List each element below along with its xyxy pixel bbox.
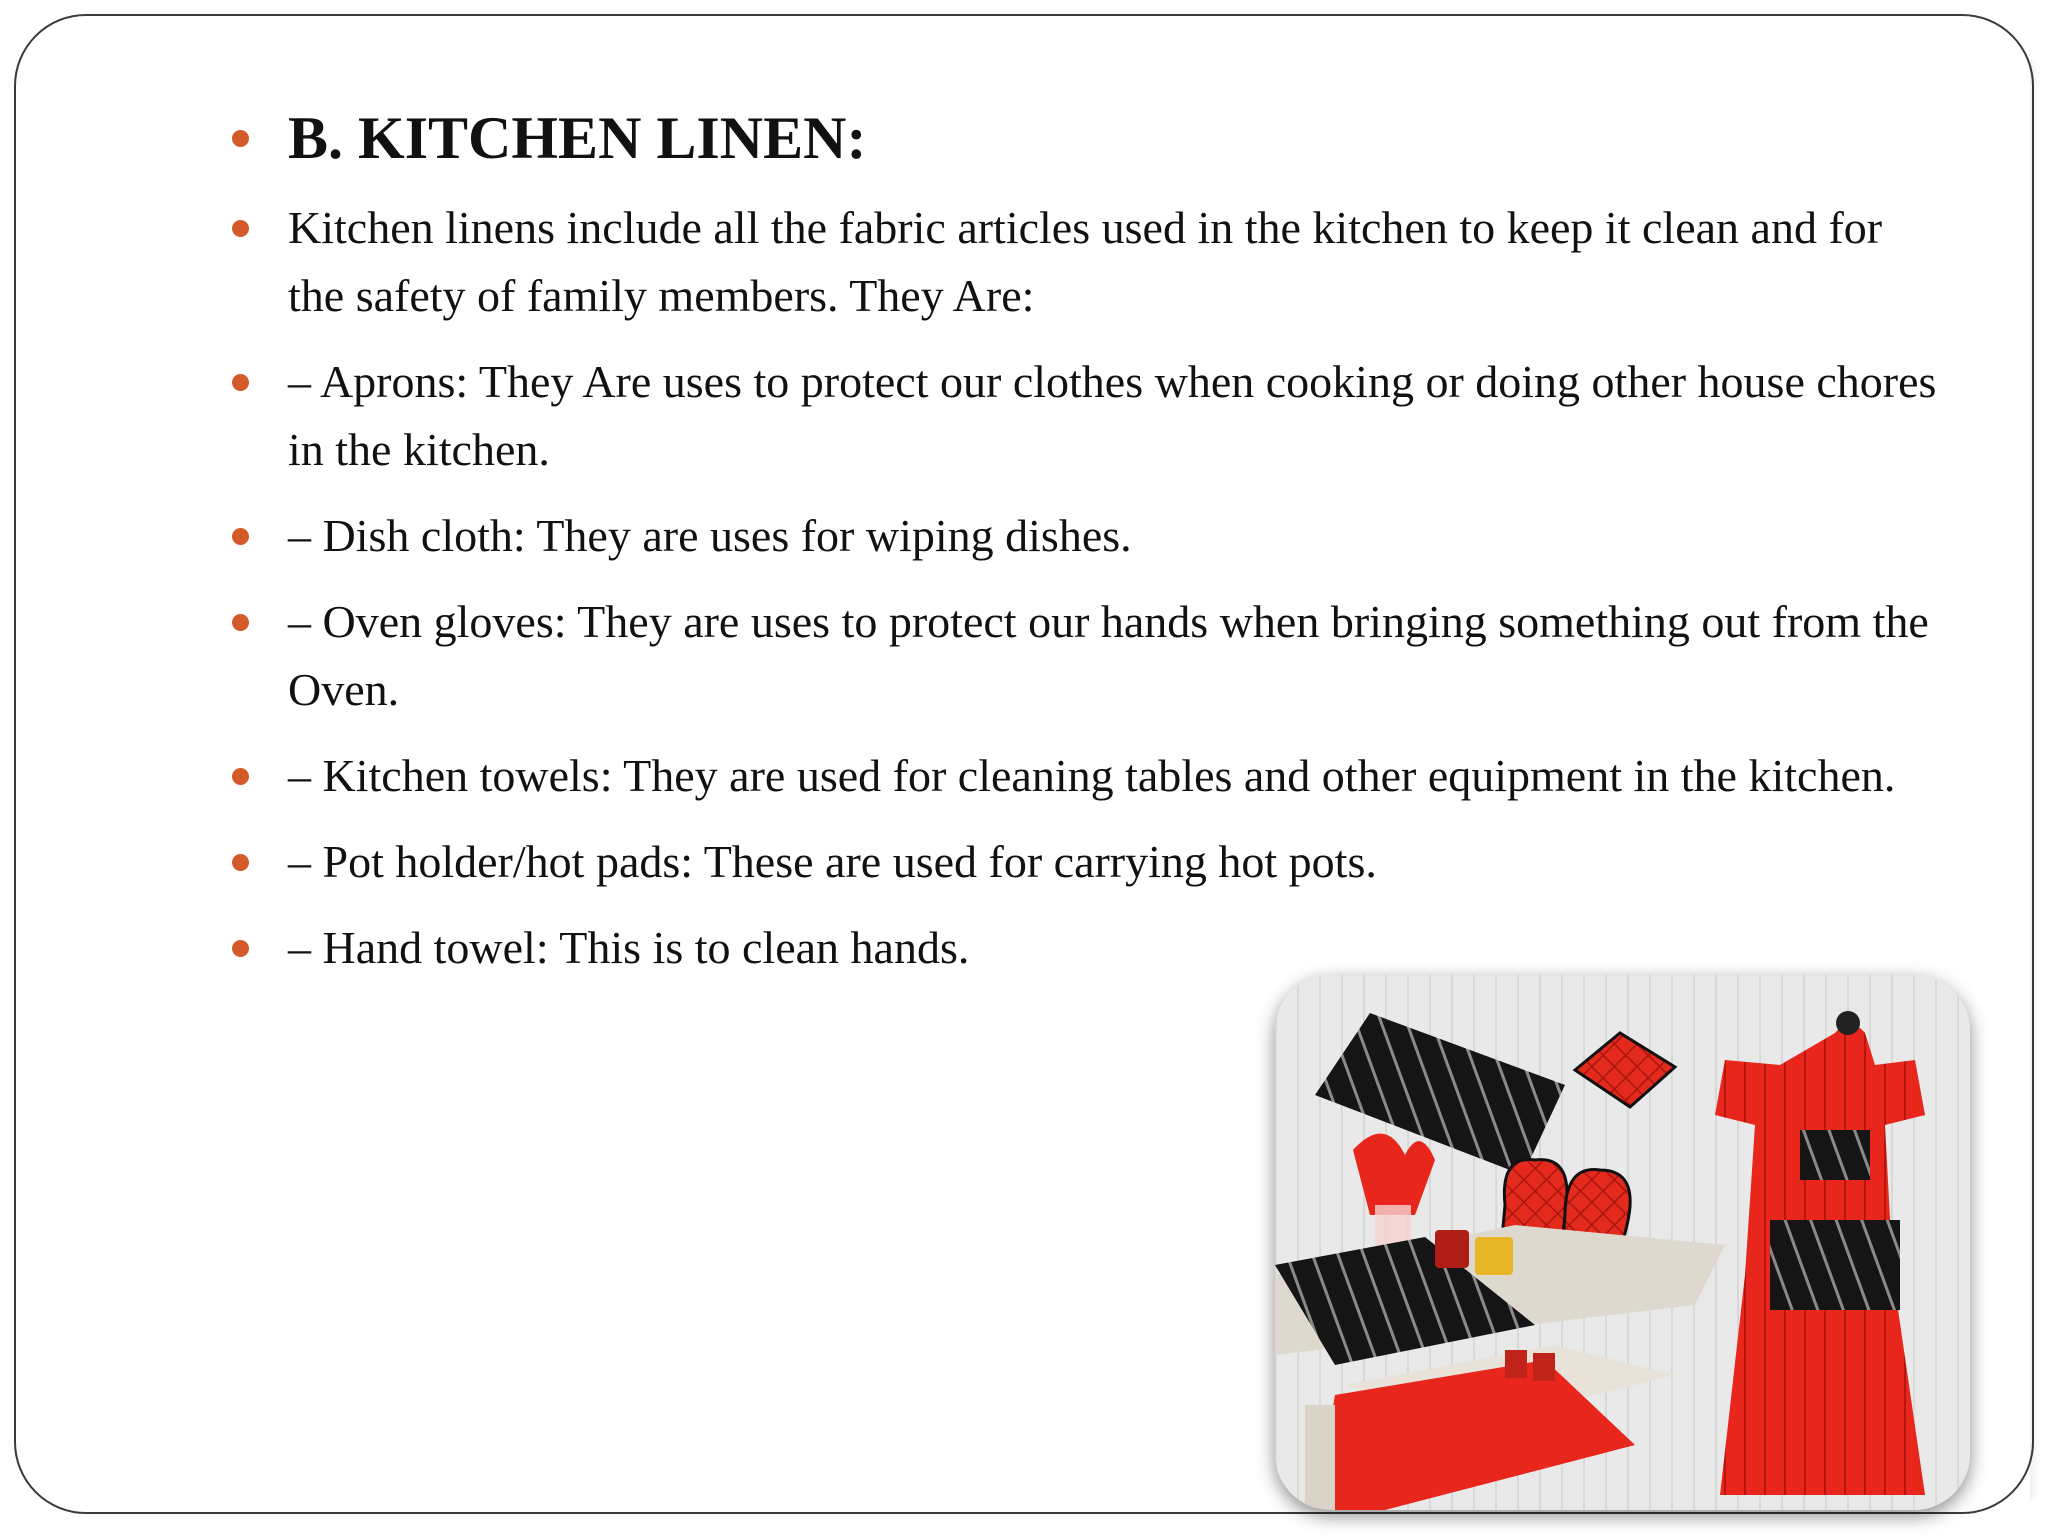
bullet-text: – Aprons: They Are uses to protect our clothes when cooking or doing other house chores in the kitchen. bbox=[288, 356, 1937, 475]
small-cup-2 bbox=[1533, 1353, 1555, 1381]
bullet-intro bbox=[220, 194, 1940, 330]
stool-leg bbox=[1305, 1405, 1335, 1510]
bullet-kitchen-towels bbox=[220, 742, 1940, 810]
bullet-dish-cloth bbox=[220, 502, 1940, 570]
slide-heading bbox=[220, 96, 1940, 180]
mannequin-neck bbox=[1836, 1011, 1860, 1035]
bullet-dot-icon bbox=[232, 614, 249, 631]
small-cup-1 bbox=[1505, 1350, 1527, 1378]
kitchen-linen-photo bbox=[1275, 975, 1970, 1510]
bullet-text: – Oven gloves: They are uses to protect our hands when bringing something out from the Oven. bbox=[288, 596, 1929, 715]
bullet-text: – Pot holder/hot pads: These are used for carrying hot pots. bbox=[288, 836, 1377, 887]
bullet-pot-holder bbox=[220, 828, 1940, 896]
bullet-text: – Dish cloth: They are uses for wiping dishes. bbox=[288, 510, 1132, 561]
cup-yellow bbox=[1475, 1237, 1513, 1275]
bullet-dot-icon bbox=[232, 374, 249, 391]
bullet-dot-icon bbox=[232, 854, 249, 871]
bullet-dot-icon bbox=[232, 768, 249, 785]
heading-text: B. KITCHEN LINEN: bbox=[288, 105, 867, 171]
bullet-dot-icon bbox=[232, 528, 249, 545]
slide-edge-shadow bbox=[2030, 60, 2040, 1500]
bullet-aprons bbox=[220, 348, 1940, 484]
bullet-dot-icon bbox=[232, 130, 249, 147]
bullet-oven-gloves bbox=[220, 588, 1940, 724]
bullet-text: – Hand towel: This is to clean hands. bbox=[288, 922, 970, 973]
bullet-text: – Kitchen towels: They are used for cleaning tables and other equipment in the kitchen. bbox=[288, 750, 1896, 801]
cup-red bbox=[1435, 1230, 1469, 1268]
slide-content bbox=[220, 96, 1940, 1000]
apron-pocket-bottom bbox=[1770, 1220, 1900, 1310]
apron-pocket-top bbox=[1800, 1130, 1870, 1180]
bullet-dot-icon bbox=[232, 220, 249, 237]
bullet-dot-icon bbox=[232, 940, 249, 957]
bullet-text: Kitchen linens include all the fabric articles used in the kitchen to keep it clean and for the safety of family members. They Are: bbox=[288, 202, 1883, 321]
bullet-hand-towel bbox=[220, 914, 1940, 982]
